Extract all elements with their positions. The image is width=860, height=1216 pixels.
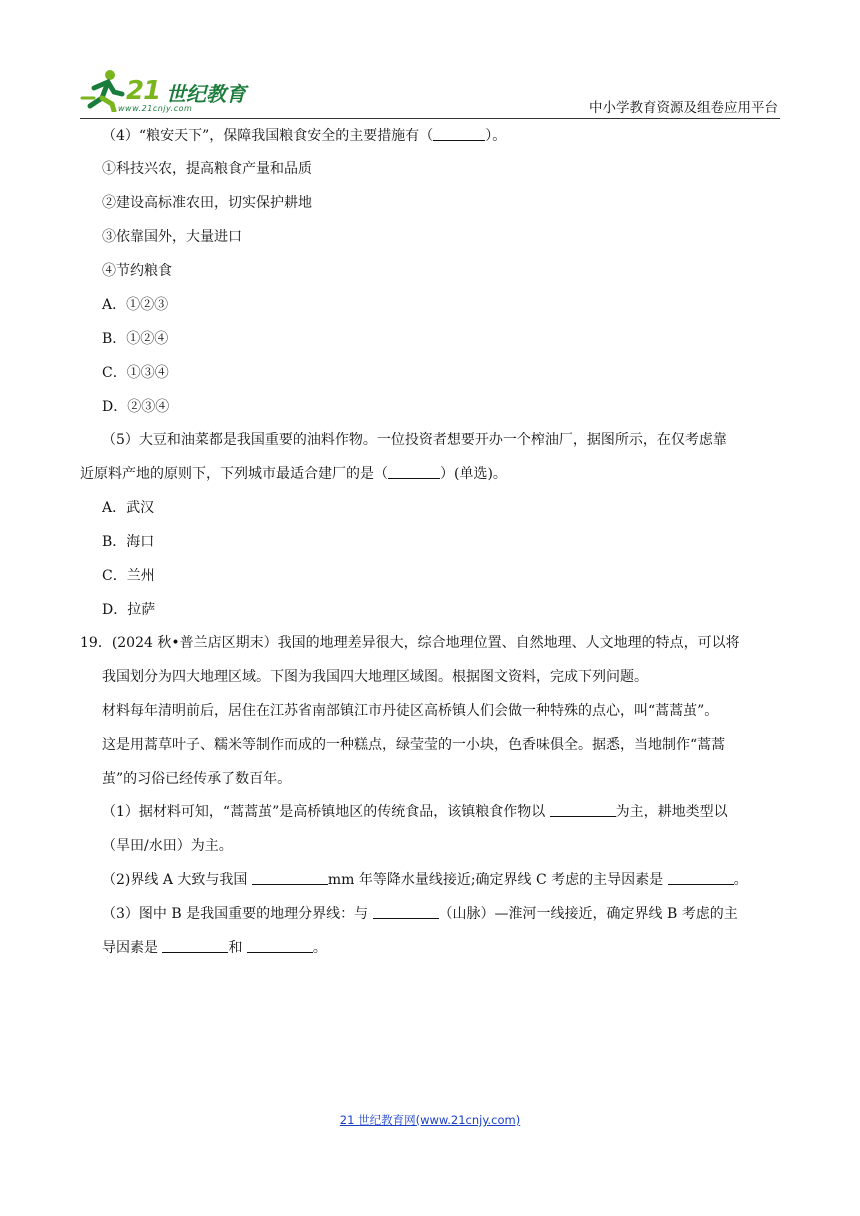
q5-option-b[interactable]: B．海口 [102, 534, 155, 550]
q19-stem-line1: 19．(2024 秋•普兰店区期末）我国的地理差异很大，综合地理位置、自然地理、人文地理的特点，可以将 [80, 635, 740, 651]
footer-link[interactable]: 21 世纪教育网(www.21cnjy.com) [339, 1113, 521, 1127]
q4-stem: （4）“粮安天下”，保障我国粮食安全的主要措施有（ ）。 [102, 128, 507, 144]
page-footer [0, 1112, 860, 1128]
q4-item-1: ①科技兴农，提高粮食产量和品质 [102, 161, 312, 177]
q5-option-d[interactable]: D．拉萨 [102, 602, 156, 618]
q19-part3-cont: 导因素是 和 。 [102, 940, 327, 956]
logo-number: 21 [126, 76, 161, 106]
q19-part1: （1）据材料可知，“蒿蒿茧”是高桥镇地区的传统食品，该镇粮食作物以 为主，耕地类型以 [102, 804, 728, 820]
answer-blank [433, 126, 485, 141]
site-logo [80, 66, 260, 116]
answer-blank [252, 870, 328, 885]
q19-part2: （2)界线 A 大致与我国 mm 年等降水量线接近;确定界线 C 考虑的主导因素是 。 [102, 872, 748, 888]
q4-option-b[interactable]: B．①②④ [102, 331, 169, 347]
page-header [80, 62, 780, 120]
q4-option-a[interactable]: A．①②③ [102, 297, 169, 313]
header-divider [80, 118, 780, 119]
q5-option-a[interactable]: A．武汉 [102, 500, 155, 516]
q4-item-3: ③依靠国外，大量进口 [102, 229, 242, 245]
q19-material-line2: 这是用蒿草叶子、糯米等制作而成的一种糕点，绿莹莹的一小块，色香味俱全。据悉，当地制作“蒿蒿 [102, 737, 726, 753]
logo-text: 世纪教育 [166, 82, 246, 106]
q4-item-4: ④节约粮食 [102, 263, 172, 279]
answer-blank [668, 870, 734, 885]
q4-option-c[interactable]: C．①③④ [102, 365, 169, 381]
q19-stem-line2: 我国划分为四大地理区域。下图为我国四大地理区域图。根据图文资料，完成下列问题。 [102, 669, 648, 685]
q19-material-line3: 茧”的习俗已经传承了数百年。 [102, 771, 292, 787]
q19-part3: （3）图中 B 是我国重要的地理分界线：与 （山脉）—淮河一线接近，确定界线 B 考虑的主 [102, 906, 738, 922]
q19-material-line1: 材料每年清明前后，居住在江苏省南部镇江市丹徒区高桥镇人们会做一种特殊的点心，叫“蒿蒿茧”。 [102, 703, 719, 719]
answer-blank [388, 464, 440, 479]
logo-url: www.21cnjy.com [118, 104, 193, 113]
q19-part1-cont: （旱田/水田）为主。 [102, 838, 233, 854]
q4-option-d[interactable]: D．②③④ [102, 399, 170, 415]
answer-blank [162, 938, 228, 953]
answer-blank [247, 938, 313, 953]
q4-item-2: ②建设高标准农田，切实保护耕地 [102, 195, 312, 211]
q5-option-c[interactable]: C．兰州 [102, 568, 155, 584]
answer-blank [373, 904, 439, 919]
answer-blank [550, 802, 616, 817]
q5-stem-line2: 近原料产地的原则下，下列城市最适合建厂的是（ ）(单选)。 [80, 466, 507, 482]
q5-stem-line1: （5）大豆和油菜都是我国重要的油料作物。一位投资者想要开办一个榨油厂，据图所示，在仅考虑靠 [102, 432, 727, 448]
header-platform-title: 中小学教育资源及组卷应用平台 [589, 100, 778, 116]
